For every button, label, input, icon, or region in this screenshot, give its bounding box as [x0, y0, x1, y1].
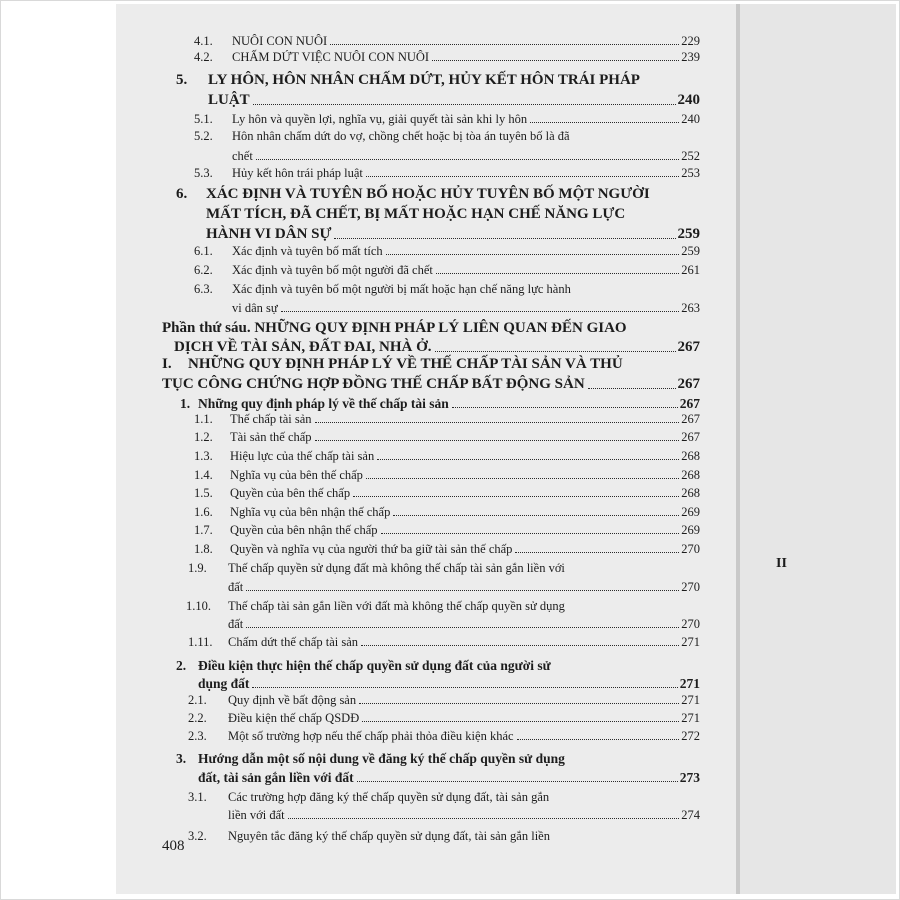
toc-entry-page: 229 [681, 34, 700, 48]
toc-entry-page: 267 [681, 412, 700, 426]
toc-entry-page: 270 [681, 617, 700, 631]
toc-entry-page: 271 [681, 635, 700, 649]
toc-entry [232, 166, 700, 181]
dot-leader [366, 176, 679, 177]
toc-entry-number: 3.2. [188, 829, 207, 843]
toc-entry-number: 1.6. [194, 505, 213, 519]
toc-entry-title: Hủy kết hôn trái pháp luật [232, 166, 363, 180]
toc-entry-page: 267 [677, 339, 700, 355]
dot-leader [334, 238, 675, 239]
toc-entry [198, 770, 700, 786]
toc-entry-page: 273 [679, 770, 700, 785]
toc-entry-page: 269 [681, 523, 700, 537]
toc-entry [208, 92, 700, 109]
toc-entry-title: NUÔI CON NUÔI [232, 34, 328, 48]
dot-leader [530, 122, 679, 123]
toc-entry-page: 253 [681, 166, 700, 180]
toc-entry-number: 6.3. [194, 282, 213, 296]
toc-entry [232, 244, 700, 259]
toc-entry-number: 4.1. [194, 34, 213, 48]
dot-leader [357, 781, 678, 782]
toc-entry-page: 271 [681, 711, 700, 725]
dot-leader [362, 721, 679, 722]
toc-entry [228, 808, 700, 823]
toc-entry [228, 617, 700, 632]
toc-entry-title: Điều kiện thế chấp QSDĐ [228, 711, 360, 725]
dot-leader [281, 311, 680, 312]
toc-entry-number: 6. [176, 186, 188, 202]
toc-entry-title: Chấm dứt thế chấp tài sản [228, 635, 359, 649]
toc-entry-number: 1.3. [194, 449, 213, 463]
dot-leader [252, 687, 677, 688]
toc-entry-number: 1.11. [188, 635, 213, 649]
toc-entry [228, 829, 700, 844]
toc-entry [232, 34, 700, 49]
toc-entry-page: 268 [681, 486, 700, 500]
toc-entry [232, 149, 700, 164]
toc-entry [198, 676, 700, 692]
adjacent-page [740, 4, 896, 894]
dot-leader [246, 590, 679, 591]
toc-entry-title-line: NHỮNG QUY ĐỊNH PHÁP LÝ VỀ THẾ CHẤP TÀI SẢN VÀ THỦ [188, 356, 623, 372]
toc-entry-title: Xác định và tuyên bố mất tích [232, 244, 383, 258]
dot-leader [432, 60, 679, 61]
toc-entry [230, 486, 700, 501]
dot-leader [330, 44, 679, 45]
toc-entry-page: 272 [681, 729, 700, 743]
toc-entry [228, 711, 700, 726]
toc-entry-title: chết [232, 149, 253, 163]
toc-entry-page: 259 [677, 226, 700, 242]
toc-entry [230, 523, 700, 538]
toc-entry-title-line: Xác định và tuyên bố một người bị mất hoặc hạn chế năng lực hành [232, 282, 571, 296]
toc-entry-title: đất, tài sản gắn liền với đất [198, 770, 354, 785]
toc-entry-page: 267 [681, 430, 700, 444]
toc-entry-title: dụng đất [198, 676, 250, 691]
toc-entry-title: HÀNH VI DÂN SỰ [206, 226, 332, 242]
toc-entry-title-line: Hướng dẫn một số nội dung về đăng ký thế chấp quyền sử dụng [198, 751, 565, 766]
toc-entry-title: Nghĩa vụ của bên thế chấp [230, 468, 363, 482]
dot-leader [517, 739, 680, 740]
toc-entry [198, 396, 700, 412]
toc-entry [232, 112, 700, 127]
dot-leader [353, 496, 679, 497]
dot-leader [588, 388, 676, 389]
toc-entry-page: 263 [681, 301, 700, 315]
dot-leader [361, 645, 679, 646]
toc-entry-title: Quyền của bên nhận thế chấp [230, 523, 378, 537]
toc-entry-number: 1.1. [194, 412, 213, 426]
toc-entry-page: 252 [681, 149, 700, 163]
toc-entry-number: 6.1. [194, 244, 213, 258]
dot-leader [315, 422, 680, 423]
toc-entry-number: 1.4. [194, 468, 213, 482]
dot-leader [246, 627, 679, 628]
toc-entry [230, 449, 700, 464]
toc-entry-title: Nghĩa vụ của bên nhận thế chấp [230, 505, 391, 519]
toc-entry-page: 268 [681, 449, 700, 463]
toc-entry-page: 259 [681, 244, 700, 258]
toc-entry-page: 271 [681, 693, 700, 707]
toc-entry-title: đất [228, 580, 244, 594]
toc-entry [228, 580, 700, 595]
toc-entry [206, 226, 700, 243]
toc-entry-title-line: XÁC ĐỊNH VÀ TUYÊN BỐ HOẶC HỦY TUYÊN BỐ MỘT NGƯỜI [206, 186, 650, 202]
toc-entry-title: đất [228, 617, 244, 631]
toc-entry-number: 2.2. [188, 711, 207, 725]
toc-entry-page: 267 [679, 396, 700, 411]
toc-entry [230, 412, 700, 427]
toc-entry-number: 5.2. [194, 129, 213, 143]
toc-entry-number: 2. [176, 658, 187, 673]
dot-leader [435, 351, 676, 352]
toc-entry [162, 376, 700, 393]
toc-entry-title-line: Thế chấp tài sản gắn liền với đất mà không thế chấp quyền sử dụng [228, 599, 565, 613]
toc-entry-number: 5.1. [194, 112, 213, 126]
toc-entry-title: CHẤM DỨT VIỆC NUÔI CON NUÔI [232, 50, 430, 64]
toc-entry-page: 274 [681, 808, 700, 822]
dot-leader [381, 533, 680, 534]
toc-entry-title: Nguyên tắc đăng ký thế chấp quyền sử dụng đất, tài sản gắn liền [228, 829, 550, 843]
toc-entry-number: 4.2. [194, 50, 213, 64]
dot-leader [452, 407, 678, 408]
toc-entry [232, 263, 700, 278]
toc-entry [174, 339, 700, 356]
toc-entry [228, 729, 700, 744]
toc-entry [232, 301, 700, 316]
toc-entry-page: 240 [677, 92, 700, 108]
toc-entry-title: Một số trường hợp nếu thế chấp phải thỏa điều kiện khác [228, 729, 514, 743]
toc-entry-number: 3. [176, 751, 187, 766]
toc-entry [228, 635, 700, 650]
toc-entry-title: liền với đất [228, 808, 285, 822]
dot-leader [253, 104, 676, 105]
dot-leader [366, 478, 679, 479]
toc-entry-number: 5.3. [194, 166, 213, 180]
toc-entry-title: vi dân sự [232, 301, 278, 315]
toc-entry-title: Ly hôn và quyền lợi, nghĩa vụ, giải quyết tài sản khi ly hôn [232, 112, 528, 126]
toc-entry-number: 1.5. [194, 486, 213, 500]
toc-entry-number: 1.8. [194, 542, 213, 556]
dot-leader [256, 159, 679, 160]
toc-entry-title-line: MẤT TÍCH, ĐÃ CHẾT, BỊ MẤT HOẶC HẠN CHẾ NĂNG LỰC [206, 206, 626, 222]
toc-entry-title: Thế chấp tài sản [230, 412, 312, 426]
toc-entry-number: 2.1. [188, 693, 207, 707]
toc-entry-title-line: Hôn nhân chấm dứt do vợ, chồng chết hoặc bị tòa án tuyên bố là đã [232, 129, 570, 143]
toc-entry-page: 269 [681, 505, 700, 519]
toc-entry-number: 1.2. [194, 430, 213, 444]
toc-entry-page: 261 [681, 263, 700, 277]
toc-entry [228, 693, 700, 708]
toc-entry-number: 1. [180, 396, 191, 411]
toc-entry [230, 542, 700, 557]
dot-leader [515, 552, 679, 553]
dot-leader [288, 818, 680, 819]
toc-entry-number: 1.9. [188, 561, 207, 575]
dot-leader [377, 459, 679, 460]
toc-entry-title: Tài sản thế chấp [230, 430, 312, 444]
dot-leader [359, 703, 679, 704]
toc-entry-page: 270 [681, 580, 700, 594]
toc-entry-title-line: LY HÔN, HÔN NHÂN CHẤM DỨT, HỦY KẾT HÔN TRÁI PHÁP [208, 72, 640, 88]
toc-entry-title: Xác định và tuyên bố một người đã chết [232, 263, 433, 277]
toc-entry-title: LUẬT [208, 92, 250, 108]
toc-entry [230, 468, 700, 483]
toc-entry [232, 50, 700, 65]
toc-entry-page: 239 [681, 50, 700, 64]
toc-entry-title: DỊCH VỀ TÀI SẢN, ĐẤT ĐAI, NHÀ Ở. [174, 339, 432, 355]
dot-leader [436, 273, 679, 274]
toc-entry-number: 2.3. [188, 729, 207, 743]
toc-entry-page: 268 [681, 468, 700, 482]
toc-entry-page: 270 [681, 542, 700, 556]
toc-entry-title: Quyền và nghĩa vụ của người thứ ba giữ tài sản thế chấp [230, 542, 513, 556]
toc-entry-title: TỤC CÔNG CHỨNG HỢP ĐỒNG THẾ CHẤP BẤT ĐỘNG SẢN [162, 376, 585, 392]
toc-entry-title: Quyền của bên thế chấp [230, 486, 351, 500]
toc-entry-title: Những quy định pháp lý về thế chấp tài sản [198, 396, 449, 411]
toc-entry-number: I. [162, 356, 172, 372]
toc-entry-title-line: Điều kiện thực hiện thế chấp quyền sử dụng đất của người sử [198, 658, 551, 673]
toc-entry-page: 271 [679, 676, 700, 691]
toc-entry-number: 5. [176, 72, 188, 88]
dot-leader [393, 515, 679, 516]
toc-entry-title-line: Phần thứ sáu. NHỮNG QUY ĐỊNH PHÁP LÝ LIÊN QUAN ĐẾN GIAO [162, 320, 627, 336]
toc-entry-number: 1.7. [194, 523, 213, 537]
page-number: 408 [162, 838, 185, 854]
toc-entry-number: 6.2. [194, 263, 213, 277]
toc-entry [230, 505, 700, 520]
dot-leader [386, 254, 680, 255]
dot-leader [315, 440, 680, 441]
toc-entry-page: 240 [681, 112, 700, 126]
toc-entry-title: Quy định về bất động sản [228, 693, 357, 707]
toc-entry-page: 267 [677, 376, 700, 392]
toc-entry-number: 3.1. [188, 790, 207, 804]
toc-entry-title-line: Thế chấp quyền sử dụng đất mà không thế chấp tài sản gắn liền với [228, 561, 565, 575]
toc-entry-number: 1.10. [186, 599, 211, 613]
toc-entry-title-line: Các trường hợp đăng ký thế chấp quyền sử dụng đất, tài sản gắn [228, 790, 550, 804]
toc-entry-title: Hiệu lực của thế chấp tài sản [230, 449, 375, 463]
adjacent-page-heading-marker: II [776, 556, 787, 571]
toc-entry [230, 430, 700, 445]
